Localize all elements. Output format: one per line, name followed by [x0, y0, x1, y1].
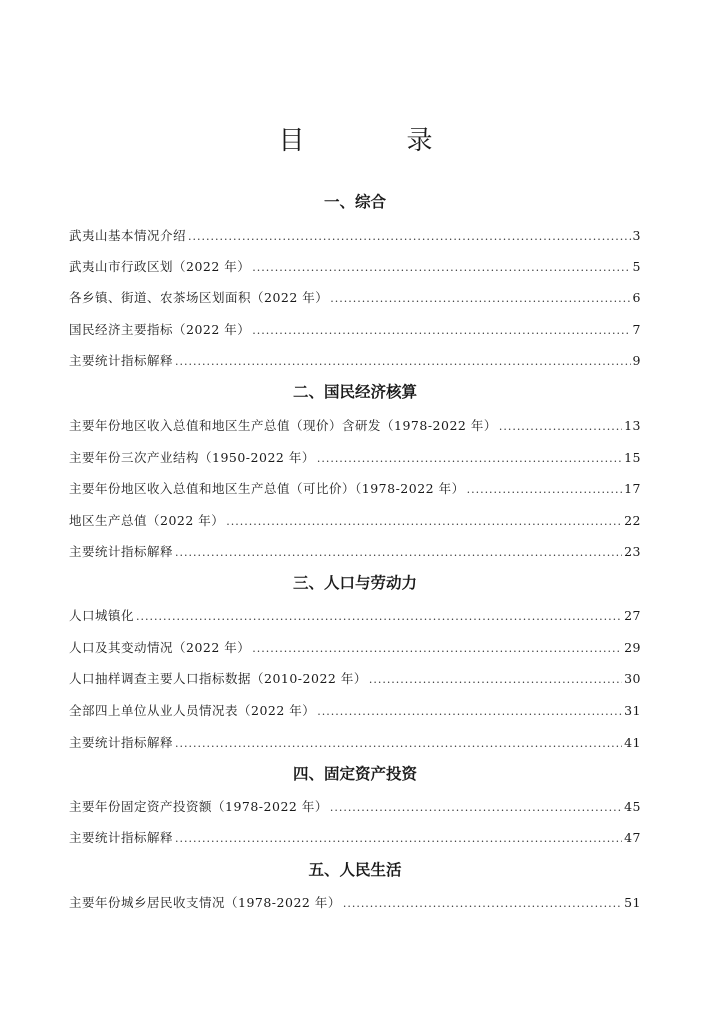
toc-entry-page: 45: [624, 799, 641, 814]
dot-leader: [252, 639, 622, 659]
toc-entry[interactable]: [69, 733, 641, 753]
section-heading-general: 一、综合: [323, 193, 386, 211]
dot-leader: [175, 352, 631, 372]
toc-entry-label: 主要统计指标解释: [69, 353, 174, 368]
toc-entry[interactable]: [69, 828, 641, 848]
dot-leader: [317, 449, 622, 469]
toc-entry-page: 5: [632, 259, 641, 274]
toc-entry-page: 47: [624, 830, 641, 845]
toc-entry[interactable]: [69, 416, 641, 436]
toc-entry[interactable]: [69, 542, 641, 562]
toc-entry[interactable]: [69, 606, 641, 626]
dot-leader: [136, 607, 622, 627]
dot-leader: [188, 227, 631, 247]
toc-entry-label: 人口城镇化: [69, 608, 135, 623]
page-title: 目 录: [278, 126, 471, 156]
toc-entry-page: 3: [632, 228, 641, 243]
toc-entry[interactable]: [69, 257, 641, 277]
toc-entry-label: 地区生产总值（2022 年）: [69, 513, 225, 528]
dot-leader: [343, 894, 622, 914]
toc-entry-page: 13: [624, 418, 641, 433]
dot-leader: [175, 734, 622, 754]
toc-entry-label: 主要统计指标解释: [69, 544, 174, 559]
toc-entry[interactable]: [69, 320, 641, 340]
dot-leader: [175, 829, 622, 849]
toc-entry[interactable]: [69, 638, 641, 658]
dot-leader: [330, 798, 622, 818]
toc-entry-page: 6: [632, 290, 641, 305]
toc-entry[interactable]: [69, 226, 641, 246]
toc-entry[interactable]: [69, 511, 641, 531]
toc-entry[interactable]: [69, 448, 641, 468]
toc-entry[interactable]: [69, 669, 641, 689]
toc-entry[interactable]: [69, 351, 641, 371]
toc-entry-page: 7: [632, 322, 641, 337]
toc-entry-page: 30: [624, 671, 641, 686]
toc-entry-page: 17: [624, 481, 641, 496]
toc-entry-label: 主要统计指标解释: [69, 830, 174, 845]
toc-entry[interactable]: [69, 479, 641, 499]
dot-leader: [499, 417, 622, 437]
toc-entry-label: 主要年份固定资产投资额（1978-2022 年）: [69, 799, 328, 814]
toc-entry-label: 主要统计指标解释: [69, 735, 174, 750]
toc-entry-label: 主要年份地区收入总值和地区生产总值（现价）含研发（1978-2022 年）: [69, 418, 497, 433]
section-heading-national-accounts: 二、国民经济核算: [292, 383, 417, 401]
toc-entry-page: 41: [624, 735, 641, 750]
toc-entry-label: 武夷山市行政区划（2022 年）: [69, 259, 251, 274]
dot-leader: [467, 480, 623, 500]
toc-entry[interactable]: [69, 797, 641, 817]
toc-entry-label: 主要年份地区收入总值和地区生产总值（可比价）（1978-2022 年）: [69, 481, 465, 496]
toc-entry[interactable]: [69, 701, 641, 721]
dot-leader: [175, 543, 622, 563]
toc-entry-page: 22: [624, 513, 641, 528]
dot-leader: [317, 702, 622, 722]
toc-entry-page: 29: [624, 640, 641, 655]
dot-leader: [226, 512, 622, 532]
toc-entry-page: 51: [624, 895, 641, 910]
dot-leader: [330, 289, 630, 309]
toc-entry-label: 主要年份三次产业结构（1950-2022 年）: [69, 450, 315, 465]
dot-leader: [369, 670, 622, 690]
toc-entry-label: 全部四上单位从业人员情况表（2022 年）: [69, 703, 316, 718]
section-heading-living-standards: 五、人民生活: [308, 861, 402, 879]
toc-entry[interactable]: [69, 288, 641, 308]
toc-entry-label: 各乡镇、街道、农茶场区划面积（2022 年）: [69, 290, 329, 305]
toc-entry-page: 15: [624, 450, 641, 465]
toc-entry-label: 人口抽样调查主要人口指标数据（2010-2022 年）: [69, 671, 367, 686]
dot-leader: [252, 321, 630, 341]
toc-entry[interactable]: [69, 893, 641, 913]
section-heading-population-labor: 三、人口与劳动力: [292, 574, 417, 592]
toc-entry-page: 23: [624, 544, 641, 559]
toc-entry-page: 27: [624, 608, 641, 623]
toc-entry-label: 武夷山基本情况介绍: [69, 228, 187, 243]
toc-entry-page: 31: [624, 703, 641, 718]
toc-entry-page: 9: [632, 353, 641, 368]
toc-entry-label: 主要年份城乡居民收支情况（1978-2022 年）: [69, 895, 341, 910]
toc-entry-label: 人口及其变动情况（2022 年）: [69, 640, 251, 655]
section-heading-fixed-asset-investment: 四、固定资产投资: [292, 765, 417, 783]
dot-leader: [252, 258, 630, 278]
toc-entry-label: 国民经济主要指标（2022 年）: [69, 322, 251, 337]
